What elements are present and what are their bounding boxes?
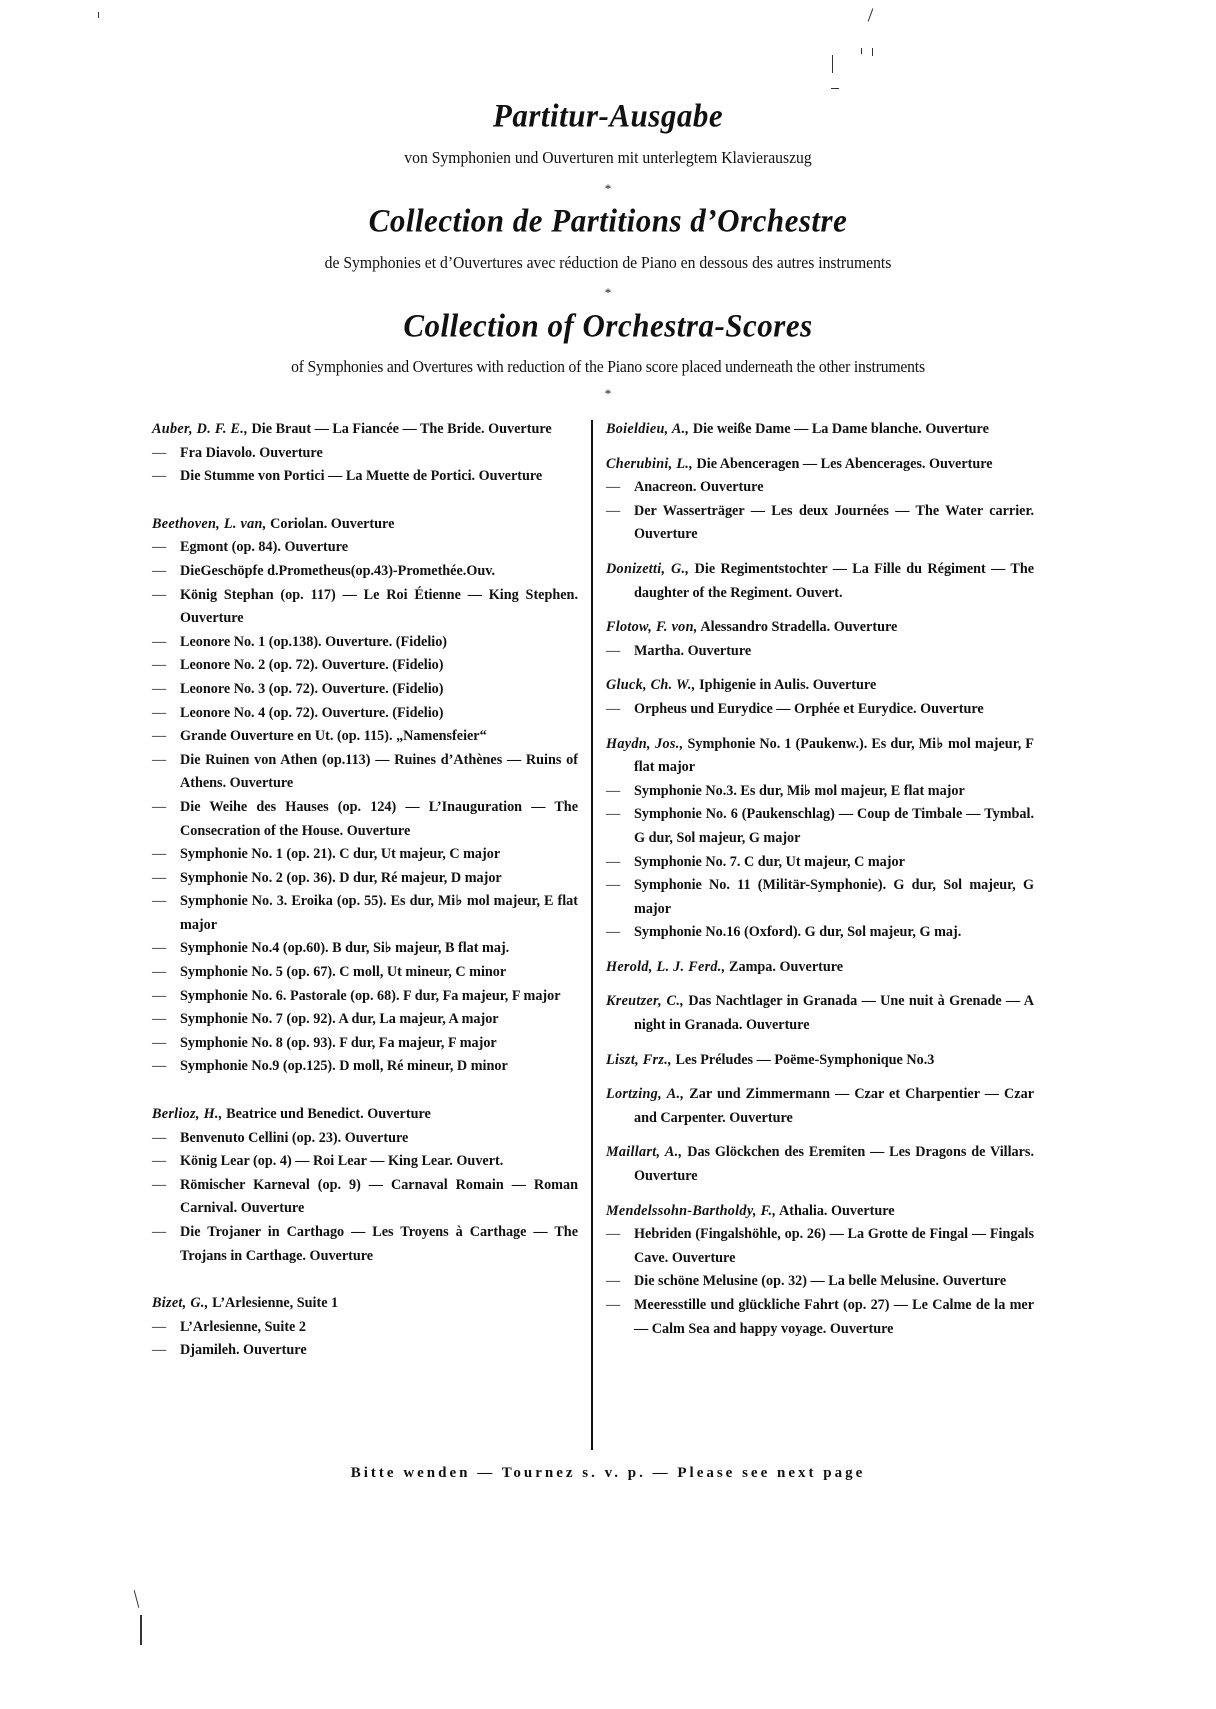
work-title: Benvenuto Cellini (op. 23). Ouverture [180,1129,409,1146]
catalog-column-left [152,418,578,1387]
work-title: Hebriden (Fingalshöhle, op. 26) — La Grotte de Fingal — Fingals Cave. Ouverture [634,1226,1034,1266]
composer-group [606,956,1034,980]
separator-asterisk: * [604,285,612,300]
work-title: Symphonie No. 6. Pastorale (op. 68). F dur, Fa majeur, F major [180,987,561,1004]
work-title: Die Weihe des Hauses (op. 124) — L’Inauguration — The Consecration of the House. Ouverture [180,798,578,839]
work-title: Symphonie No. 8 (op. 93). F dur, Fa majeur, F major [180,1034,497,1051]
composer-name: Donizetti, G., [606,560,690,577]
catalog-entry [152,1174,578,1221]
composer-group [152,1292,578,1363]
catalog-entry [606,1049,1034,1073]
ditto-dash: — [606,1226,621,1243]
catalog-entry [152,1221,578,1268]
catalog-entry [606,780,1034,804]
work-title: Zar und Zimmermann — Czar et Charpentier — Czar and Carpenter. Ouverture [634,1086,1034,1126]
composer-name: Boieldieu, A., [606,421,690,437]
ditto-dash: — [606,1297,621,1313]
catalog-entry [606,453,1034,477]
work-title: Anacreon. Ouverture [634,479,764,496]
catalog-entry [606,640,1034,664]
ditto-dash: — [152,539,167,556]
work-title: Die weiße Dame — La Dame blanche. Ouverture [692,421,989,437]
work-title: Die Abenceragen — Les Abencerages. Ouverture [696,455,993,472]
scan-mark [831,88,839,89]
catalog-entry [606,1223,1034,1270]
catalog-entry [606,803,1034,850]
work-title: Iphigenie in Aulis. Ouverture [699,677,877,694]
composer-group [606,990,1034,1037]
catalog-entry [152,631,578,655]
catalog-entry [152,749,578,796]
catalog-entry [152,1008,578,1032]
footer-please-turn: Bitte wenden — Tournez s. v. p. — Please see next page [350,1465,866,1481]
composer-name: Auber, D. F. E., [152,421,248,437]
catalog-entry [152,513,578,537]
subtitle-english: of Symphonies and Overtures with reduction of the Piano score placed underneath the other instruments [291,357,925,376]
catalog-entry [152,1316,578,1340]
work-title: Die Regimentstochter — La Fille du Régiment — The daughter of the Regiment. Ouvert. [634,560,1035,601]
composer-group [152,1103,578,1268]
composer-name: Flotow, F. von, [606,619,698,636]
ditto-dash: — [606,642,621,659]
ditto-dash: — [152,1318,167,1335]
ditto-dash: — [152,657,167,674]
catalog-entry [152,1150,578,1174]
composer-group [606,1049,1034,1073]
composer-group [606,558,1034,605]
ditto-dash: — [606,806,621,823]
work-title: Symphonie No.16 (Oxford). G dur, Sol majeur, G maj. [634,924,962,941]
catalog-entry [606,616,1034,640]
work-title: Symphonie No.4 (op.60). B dur, Si♭ majeur, B flat maj. [180,940,510,957]
catalog-entry [606,558,1034,605]
work-title: Beatrice und Benedict. Ouverture [226,1106,431,1123]
composer-name: Mendelssohn-Bartholdy, F., [606,1202,777,1219]
title-french: Collection de Partitions d’Orchestre [368,202,848,239]
ditto-dash: — [152,1342,167,1359]
catalog-entry [152,418,578,442]
catalog-entry [152,843,578,867]
work-title: König Lear (op. 4) — Roi Lear — King Lear. Ouvert. [180,1153,504,1170]
composer-name: Kreutzer, C., [606,993,685,1010]
catalog-entry [606,956,1034,980]
catalog-entry [606,418,1034,442]
ditto-dash: — [152,444,167,461]
work-title: Fra Diavolo. Ouverture [180,444,323,461]
composer-group [152,418,578,489]
composer-name: Cherubini, L., [606,455,693,472]
work-title: Meeresstille und glückliche Fahrt (op. 27) — Le Calme de la mer — Calm Sea and happy voyage. Ouverture [634,1297,1034,1337]
catalog-entry [606,921,1034,945]
work-title: Symphonie No. 6 (Paukenschlag) — Coup de Timbale — Tymbal. G dur, Sol majeur, G major [634,806,1034,846]
catalog-entry [606,733,1034,780]
ditto-dash: — [152,751,167,768]
ditto-dash: — [606,502,621,519]
composer-name: Berlioz, H., [152,1106,223,1123]
work-title: Leonore No. 2 (op. 72). Ouverture. (Fidelio) [180,657,444,674]
ditto-dash: — [152,1011,167,1028]
work-title: L’Arlesienne, Suite 1 [212,1295,339,1312]
ditto-dash: — [606,700,621,717]
ditto-dash: — [152,680,167,697]
separator-asterisk: * [604,386,612,401]
catalog-entry [152,937,578,961]
ditto-dash: — [152,964,167,981]
work-title: Athalia. Ouverture [778,1202,895,1219]
work-title: Martha. Ouverture [634,642,752,659]
work-title: Die schöne Melusine (op. 32) — La belle Melusine. Ouverture [634,1273,1007,1290]
ditto-dash: — [606,877,621,894]
catalog-entry [606,698,1034,722]
catalog-entry [606,1083,1034,1130]
composer-name: Beethoven, L. van, [152,515,267,532]
ditto-dash: — [152,728,167,745]
ditto-dash: — [152,1129,167,1146]
catalog-entry [606,990,1034,1037]
subtitle-german: von Symphonien und Ouverturen mit unterlegtem Klavierauszug [404,148,812,167]
catalog-entry [152,536,578,560]
work-title: Grande Ouverture en Ut. (op. 115). „Namensfeier“ [180,728,487,745]
work-title: Les Préludes — Poëme-Symphonique No.3 [675,1051,935,1068]
catalog-entry [152,725,578,749]
work-title: Zampa. Ouverture [729,958,844,975]
composer-name: Liszt, Frz., [606,1051,672,1068]
catalog-entry [152,678,578,702]
composer-group [606,1141,1034,1188]
ditto-dash: — [606,853,621,870]
catalog-entry [152,702,578,726]
work-title: Die Ruinen von Athen (op.113) — Ruines d’Athènes — Ruins of Athens. Ouverture [180,751,578,792]
scan-mark [98,12,99,18]
ditto-dash: — [152,869,167,886]
composer-group [606,733,1034,945]
ditto-dash: — [152,704,167,721]
work-title: Das Glöckchen des Eremiten — Les Dragons de Villars. Ouverture [634,1144,1034,1185]
work-title: Alessandro Stradella. Ouverture [700,619,898,636]
composer-group [606,418,1034,442]
work-title: Symphonie No. 2 (op. 36). D dur, Ré majeur, D major [180,869,502,886]
scan-mark [868,8,874,21]
catalog-entry [606,1294,1034,1341]
work-title: Egmont (op. 84). Ouverture [180,539,349,556]
catalog-entry [152,985,578,1009]
composer-group [606,1200,1034,1342]
catalog-entry [606,500,1034,547]
title-english: Collection of Orchestra-Scores [403,307,813,344]
catalog-entry [152,465,578,489]
catalog-column-right [606,418,1034,1352]
work-title: L’Arlesienne, Suite 2 [180,1318,306,1335]
column-divider [591,420,593,1450]
catalog-entry [152,1339,578,1363]
catalog-entry [606,476,1034,500]
work-title: Symphonie No. 7. C dur, Ut majeur, C major [634,853,905,870]
work-title: Symphonie No.3. Es dur, Mi♭ mol majeur, E flat major [634,782,965,799]
catalog-entry [152,1127,578,1151]
work-title: Leonore No. 4 (op. 72). Ouverture. (Fidelio) [180,704,444,721]
composer-name: Gluck, Ch. W., [606,677,696,694]
ditto-dash: — [152,1153,167,1170]
catalog-entry [152,1103,578,1127]
work-title: Djamileh. Ouverture [180,1342,307,1359]
work-title: Leonore No. 3 (op. 72). Ouverture. (Fidelio) [180,680,444,697]
work-title: Die Trojaner in Carthago — Les Troyens à Carthage — The Trojans in Carthage. Ouverture [180,1224,578,1264]
ditto-dash: — [152,1176,167,1193]
composer-name: Maillart, A., [606,1144,683,1161]
ditto-dash: — [606,782,621,799]
work-title: Die Stumme von Portici — La Muette de Portici. Ouverture [180,468,543,485]
catalog-entry [152,442,578,466]
title-german: Partitur-Ausgabe [492,97,724,134]
catalog-entry [152,961,578,985]
work-title: Das Nachtlager in Granada — Une nuit à Grenade — A night in Granada. Ouverture [634,993,1035,1034]
composer-group [606,453,1034,547]
composer-group [606,674,1034,721]
work-title: Symphonie No. 7 (op. 92). A dur, La majeur, A major [180,1011,499,1028]
ditto-dash: — [152,562,167,579]
work-title: Symphonie No.9 (op.125). D moll, Ré mineur, D minor [180,1058,508,1075]
catalog-entry [606,1200,1034,1224]
work-title: Orpheus und Eurydice — Orphée et Eurydice. Ouverture [634,700,984,717]
catalog-entry [152,1055,578,1079]
work-title: Der Wasserträger — Les deux Journées — The Water carrier. Ouverture [634,502,1034,543]
ditto-dash: — [152,1058,167,1075]
separator-asterisk: * [604,181,612,196]
ditto-dash: — [606,479,621,496]
ditto-dash: — [152,468,167,485]
ditto-dash: — [606,1273,621,1290]
composer-group [606,1083,1034,1130]
catalog-entry [606,874,1034,921]
work-title: DieGeschöpfe d.Prometheus(op.43)-Promethée.Ouv. [180,562,496,579]
catalog-entry [152,890,578,937]
composer-name: Lortzing, A., [606,1086,685,1103]
catalog-entry [606,674,1034,698]
ditto-dash: — [152,586,167,603]
ditto-dash: — [152,987,167,1004]
ditto-dash: — [606,924,621,941]
work-title: Symphonie No. 3. Eroika (op. 55). Es dur, Mi♭ mol majeur, E flat major [180,893,578,933]
scan-mark [861,48,862,54]
composer-name: Herold, L. J. Ferd., [606,958,726,975]
scan-mark [140,1615,142,1645]
composer-group [152,513,578,1079]
ditto-dash: — [152,633,167,650]
catalog-entry [606,1270,1034,1294]
catalog-entry [152,560,578,584]
ditto-dash: — [152,1224,167,1240]
scan-mark [832,55,833,73]
work-title: Symphonie No. 1 (op. 21). C dur, Ut majeur, C major [180,846,501,863]
ditto-dash: — [152,1034,167,1051]
catalog-entry [152,584,578,631]
work-title: König Stephan (op. 117) — Le Roi Étienne — King Stephen. Ouverture [180,586,578,627]
catalog-entry [152,796,578,843]
scan-mark [134,1590,140,1608]
work-title: Symphonie No. 1 (Paukenw.). Es dur, Mi♭ mol majeur, F flat major [634,735,1034,776]
catalog-entry [152,1032,578,1056]
catalog-entry [152,1292,578,1316]
work-title: Leonore No. 1 (op.138). Ouverture. (Fidelio) [180,633,448,650]
composer-group [606,616,1034,663]
subtitle-french: de Symphonies et d’Ouvertures avec réduction de Piano en dessous des autres instruments [324,253,892,272]
ditto-dash: — [152,893,167,910]
composer-name: Haydn, Jos., [606,735,684,752]
work-title: Symphonie No. 11 (Militär-Symphonie). G dur, Sol majeur, G major [634,877,1034,917]
catalog-entry [152,654,578,678]
ditto-dash: — [152,846,167,863]
catalog-entry [152,867,578,891]
catalog-entry [606,1141,1034,1188]
composer-name: Bizet, G., [152,1295,209,1312]
scan-mark [872,48,873,56]
work-title: Coriolan. Ouverture [270,515,395,532]
ditto-dash: — [152,798,167,815]
work-title: Römischer Karneval (op. 9) — Carnaval Romain — Roman Carnival. Ouverture [180,1176,578,1217]
work-title: Symphonie No. 5 (op. 67). C moll, Ut mineur, C minor [180,964,507,981]
catalog-entry [606,851,1034,875]
ditto-dash: — [152,940,167,957]
work-title: Die Braut — La Fiancée — The Bride. Ouverture [251,421,552,437]
